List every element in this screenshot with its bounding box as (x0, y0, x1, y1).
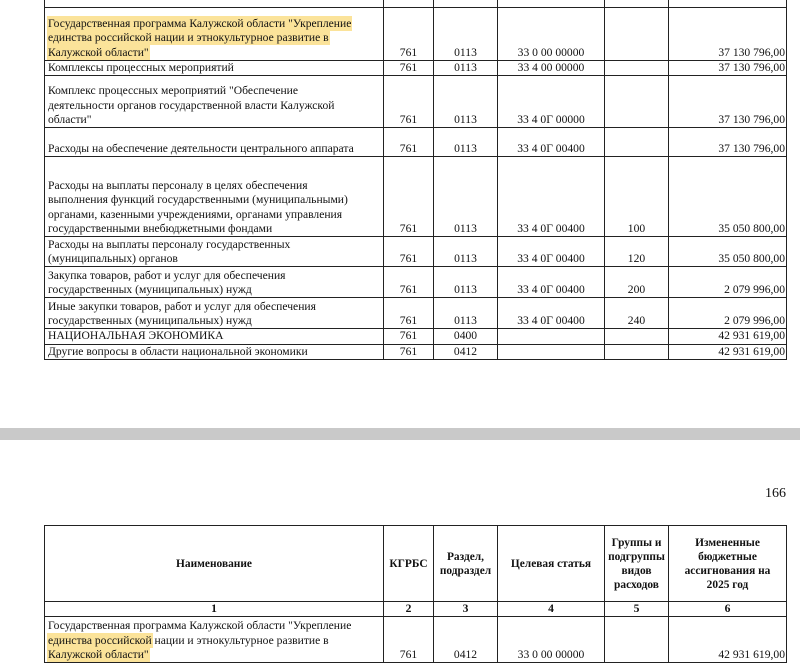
name-line: Комплексы процессных мероприятий (48, 61, 234, 74)
row-razdel: 0113 (434, 61, 498, 76)
row-sum: 42 931 619,00 (669, 617, 787, 663)
row-vid (605, 128, 669, 157)
row-vid (605, 344, 669, 359)
row-vid (605, 61, 669, 76)
row-vid: 120 (605, 237, 669, 267)
table-row (45, 8, 787, 61)
row-razdel (434, 0, 498, 8)
table-header-row (45, 526, 787, 602)
table-row (45, 157, 787, 237)
name-line: Расходы на выплаты персоналу государственных (48, 237, 291, 251)
row-kgrbs: 761 (384, 267, 434, 298)
row-vid (605, 329, 669, 344)
row-kgrbs (384, 0, 434, 8)
name-line: государственными внебюджетными фондами (48, 222, 273, 235)
row-sum: 37 130 796,00 (669, 76, 787, 128)
name-line: Иные закупки товаров, работ и услуг для обеспечения (48, 299, 316, 313)
row-sum: 37 130 796,00 (669, 61, 787, 76)
row-statya: 33 4 0Г 00400 (498, 298, 605, 329)
name-line: органами, казенными учреждениями, органами управления (48, 207, 343, 221)
row-statya: 33 0 00 00000 (498, 617, 605, 663)
row-statya (498, 329, 605, 344)
name-line: НАЦИОНАЛЬНАЯ ЭКОНОМИКА (48, 329, 224, 343)
row-kgrbs: 761 (384, 128, 434, 157)
row-vid (605, 0, 669, 8)
row-sum: 42 931 619,00 (669, 329, 787, 344)
table-row (45, 128, 787, 157)
index-cell: 3 (434, 602, 498, 617)
row-statya (498, 0, 605, 8)
name-line: деятельности органов государственной власти Калужской (48, 98, 335, 112)
row-kgrbs: 761 (384, 157, 434, 237)
row-razdel: 0412 (434, 617, 498, 663)
row-razdel: 0113 (434, 8, 498, 61)
row-razdel: 0113 (434, 157, 498, 237)
row-statya: 33 4 0Г 00400 (498, 157, 605, 237)
name-line: Калужской области" (48, 45, 149, 59)
header-razdel: Раздел, подраздел (434, 526, 498, 602)
name-line: единства российской нации и этнокультурное развитие в (48, 31, 329, 45)
row-statya: 33 4 0Г 00000 (498, 76, 605, 128)
row-statya: 33 4 0Г 00400 (498, 128, 605, 157)
row-name (45, 128, 384, 157)
table-row (45, 267, 787, 298)
row-sum (669, 0, 787, 8)
table-row (45, 237, 787, 267)
highlight-mark: Калужской области" (48, 648, 149, 661)
row-razdel: 0113 (434, 237, 498, 267)
row-kgrbs: 761 (384, 298, 434, 329)
name-line: государственных (муниципальных) нужд (48, 283, 252, 296)
row-name (45, 61, 384, 76)
index-cell: 4 (498, 602, 605, 617)
budget-table-top (44, 0, 787, 360)
row-name (45, 267, 384, 298)
header-kgrbs: КГРБС (384, 526, 434, 602)
page-number: 166 (765, 486, 786, 501)
row-vid (605, 617, 669, 663)
row-sum: 2 079 996,00 (669, 298, 787, 329)
row-kgrbs: 761 (384, 617, 434, 663)
name-line: Другие вопросы в области национальной экономики (48, 344, 308, 358)
row-kgrbs: 761 (384, 76, 434, 128)
row-statya: 33 4 00 00000 (498, 61, 605, 76)
name-line: области" (48, 113, 92, 126)
header-statya: Целевая статья (498, 526, 605, 602)
index-cell: 6 (669, 602, 787, 617)
table-row (45, 61, 787, 76)
table-row (45, 0, 787, 8)
row-vid (605, 76, 669, 128)
table-row (45, 329, 787, 344)
row-statya (498, 344, 605, 359)
header-sum: Измененные бюджетные ассигнования на 2025 год (669, 526, 787, 602)
row-vid: 240 (605, 298, 669, 329)
row-sum: 35 050 800,00 (669, 157, 787, 237)
highlight-mark: единства российской (48, 633, 152, 647)
column-index-row (45, 602, 787, 617)
index-cell: 2 (384, 602, 434, 617)
row-vid: 100 (605, 157, 669, 237)
row-name (45, 329, 384, 344)
row-vid (605, 8, 669, 61)
row-sum: 37 130 796,00 (669, 8, 787, 61)
row-statya: 33 0 00 00000 (498, 8, 605, 61)
name-line: единства российской нации и этнокультурное развитие в (48, 633, 329, 647)
name-line: выполнения функций государственными (муниципальными) (48, 193, 348, 207)
row-name (45, 157, 384, 237)
row-name (45, 8, 384, 61)
budget-table-bottom (44, 525, 787, 663)
table-row (45, 617, 787, 663)
row-name (45, 298, 384, 329)
row-kgrbs: 761 (384, 8, 434, 61)
row-name (45, 0, 384, 8)
row-razdel: 0113 (434, 267, 498, 298)
row-razdel: 0412 (434, 344, 498, 359)
row-name (45, 344, 384, 359)
index-cell: 1 (45, 602, 384, 617)
row-name (45, 76, 384, 128)
name-line: Государственная программа Калужской области "Укрепление (48, 16, 352, 30)
table-row (45, 298, 787, 329)
name-line (48, 648, 380, 662)
table-row (45, 344, 787, 359)
name-line: (муниципальных) органов (48, 252, 178, 265)
row-razdel: 0113 (434, 128, 498, 157)
row-statya: 33 4 0Г 00400 (498, 267, 605, 298)
name-line: Расходы на обеспечение деятельности центрального аппарата (48, 142, 354, 155)
row-kgrbs: 761 (384, 237, 434, 267)
row-razdel: 0113 (434, 298, 498, 329)
page-separator (0, 428, 800, 440)
name-line: Государственная программа Калужской области "Укрепление (48, 619, 352, 633)
row-sum: 35 050 800,00 (669, 237, 787, 267)
row-razdel: 0400 (434, 329, 498, 344)
row-statya: 33 4 0Г 00400 (498, 237, 605, 267)
name-line: Расходы на выплаты персоналу в целях обеспечения (48, 178, 308, 192)
row-name (45, 617, 384, 663)
document-page-bottom (0, 440, 800, 662)
name-line: государственных (муниципальных) нужд (48, 314, 252, 327)
row-sum: 2 079 996,00 (669, 267, 787, 298)
row-razdel: 0113 (434, 76, 498, 128)
row-sum: 42 931 619,00 (669, 344, 787, 359)
row-vid: 200 (605, 267, 669, 298)
name-line: Закупка товаров, работ и услуг для обеспечения (48, 268, 286, 282)
table-row (45, 76, 787, 128)
name-line: Комплекс процессных мероприятий "Обеспечение (48, 84, 299, 98)
row-kgrbs: 761 (384, 344, 434, 359)
row-kgrbs: 761 (384, 329, 434, 344)
header-name: Наименование (45, 526, 384, 602)
row-sum: 37 130 796,00 (669, 128, 787, 157)
index-cell: 5 (605, 602, 669, 617)
row-name (45, 237, 384, 267)
header-vid: Группы и подгруппы видов расходов (605, 526, 669, 602)
row-kgrbs: 761 (384, 61, 434, 76)
